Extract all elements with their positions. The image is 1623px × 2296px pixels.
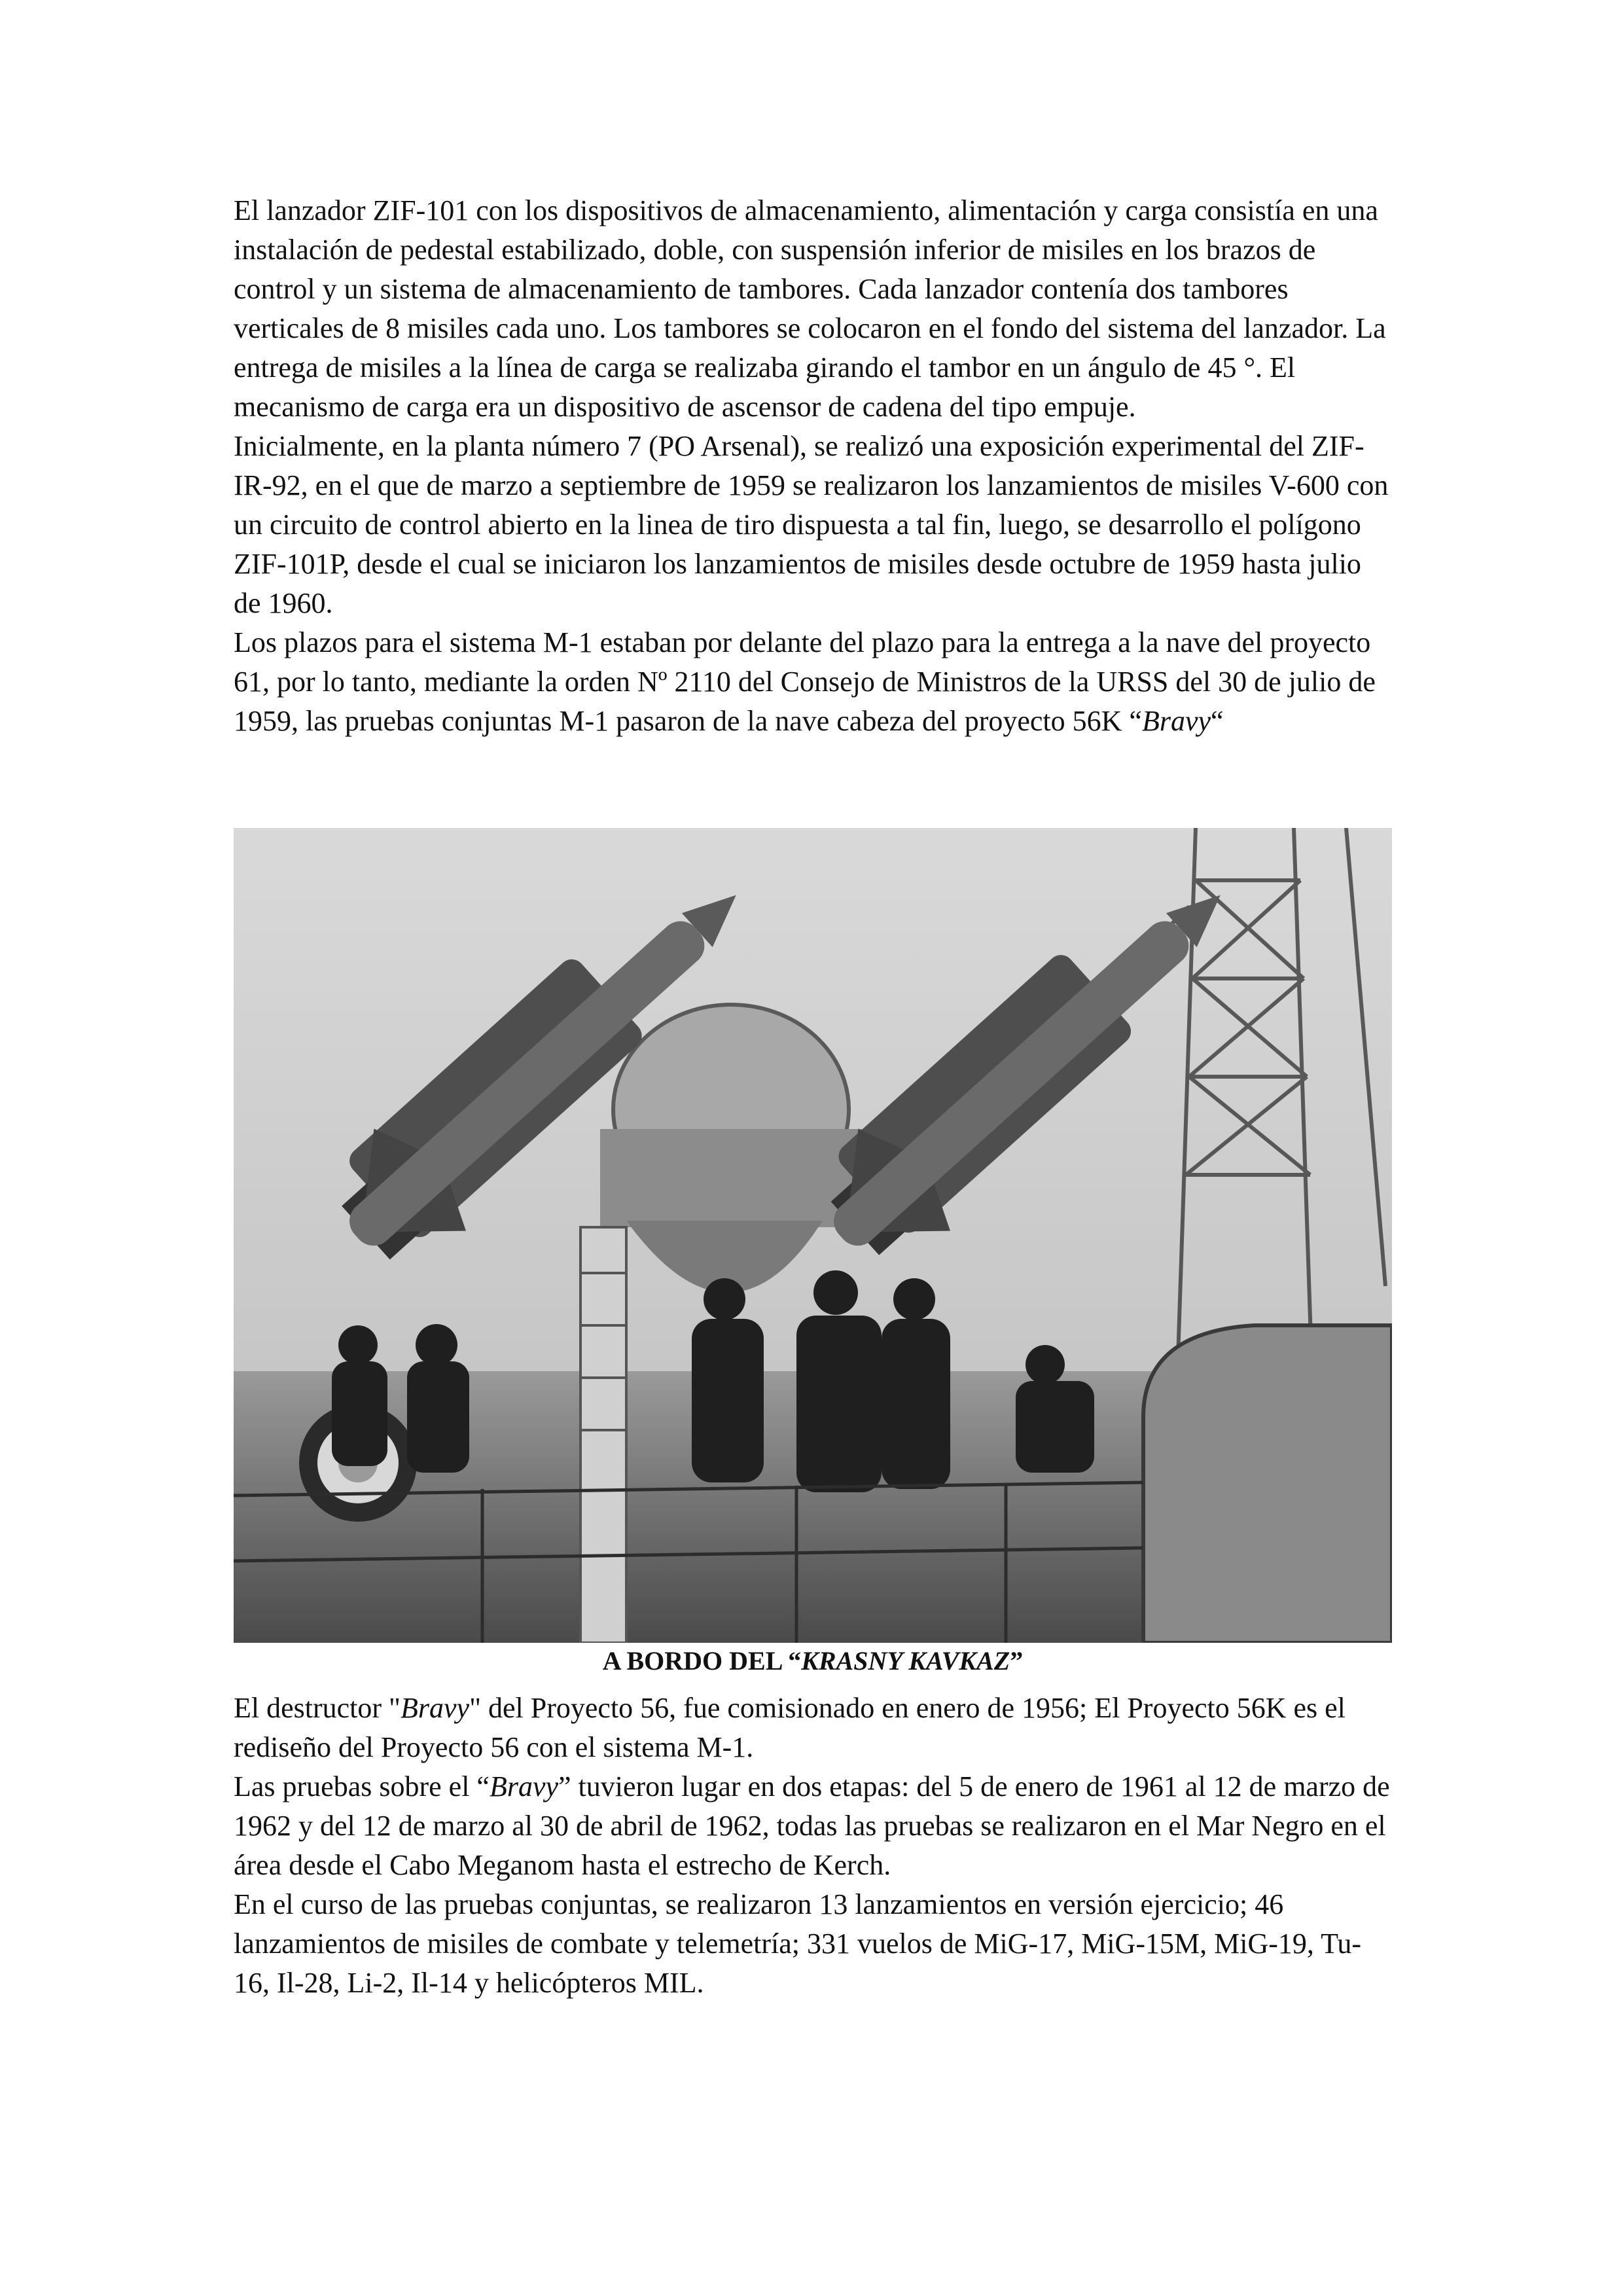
caption-suffix: ” bbox=[1010, 1646, 1024, 1676]
paragraph-destroyer bbox=[234, 1689, 1392, 1767]
bottom-text-block bbox=[234, 1689, 1392, 2003]
paragraph-deadlines bbox=[234, 623, 1392, 741]
text-run: " del Proyecto 56, fue comisionado en enero de 1956; El Proyecto 56K es el rediseño del Proyecto 56 con el sistema M-1. bbox=[234, 1692, 1346, 1763]
ship-name-italic: Bravy bbox=[401, 1692, 470, 1724]
text-run: ” tuvieron lugar en dos etapas: del 5 de enero de 1961 al 12 de marzo de 1962 y del 12 de marzo al 30 de abril de 1962, todas las pruebas se realizaron en el Mar Negro en el área desde el Cabo Meganom hasta el estrecho de Kerch. bbox=[234, 1770, 1390, 1881]
paragraph-trials bbox=[234, 1767, 1392, 1885]
paragraph-launch-counts: En el curso de las pruebas conjuntas, se realizaron 13 lanzamientos en versión ejercicio; 46 lanzamientos de misiles de combate y telemetría; 331 vuelos de MiG-17, MiG-15M, MiG-19, Tu-16, Il-28, Li-2, Il-14 y helicópteros MIL. bbox=[234, 1888, 1362, 1999]
caption-ship-name: KRASNY KAVKAZ bbox=[801, 1646, 1010, 1676]
text-run: “ bbox=[1211, 705, 1224, 737]
missile-launcher-photo bbox=[234, 828, 1392, 1643]
caption-prefix: A BORDO DEL “ bbox=[602, 1646, 802, 1676]
text-run: Las pruebas sobre el “ bbox=[234, 1770, 490, 1803]
paragraph-initial-tests: Inicialmente, en la planta número 7 (PO Arsenal), se realizó una exposición experimental del ZIF-IR-92, en el que de marzo a septiembre de 1959 se realizaron los lanzamientos de misiles V-600 con un circuito de control abierto en la linea de tiro dispuesta a tal fin, luego, se desarrollo el polígono ZIF-101P, desde el cual se iniciaron los lanzamientos de misiles desde octubre de 1959 hasta julio de 1960. bbox=[234, 430, 1389, 619]
paragraph-launcher-description: El lanzador ZIF-101 con los dispositivos de almacenamiento, alimentación y carga consistía en una instalación de pedestal estabilizado, doble, con suspensión inferior de misiles en los brazos de control y un sistema de almacenamiento de tambores. Cada lanzador contenía dos tambores verticales de 8 misiles cada uno. Los tambores se colocaron en el fondo del sistema del lanzador. La entrega de misiles a la línea de carga se realizaba girando el tambor en un ángulo de 45 °. El mecanismo de carga era un dispositivo de ascensor de cadena del tipo empuje. bbox=[234, 194, 1386, 423]
text-run: El destructor " bbox=[234, 1692, 401, 1724]
text-run: Los plazos para el sistema M-1 estaban por delante del plazo para la entrega a la nave del proyecto 61, por lo tanto, mediante la orden Nº 2110 del Consejo de Ministros de la URSS del 30 de julio de 1959, las pruebas conjuntas M-1 pasaron de la nave cabeza del proyecto 56K “ bbox=[234, 626, 1376, 737]
top-text-block bbox=[234, 191, 1392, 741]
ship-name-italic: Bravy bbox=[1141, 705, 1211, 737]
photo-caption bbox=[234, 1644, 1392, 1678]
ship-name-italic: Bravy bbox=[489, 1770, 559, 1803]
